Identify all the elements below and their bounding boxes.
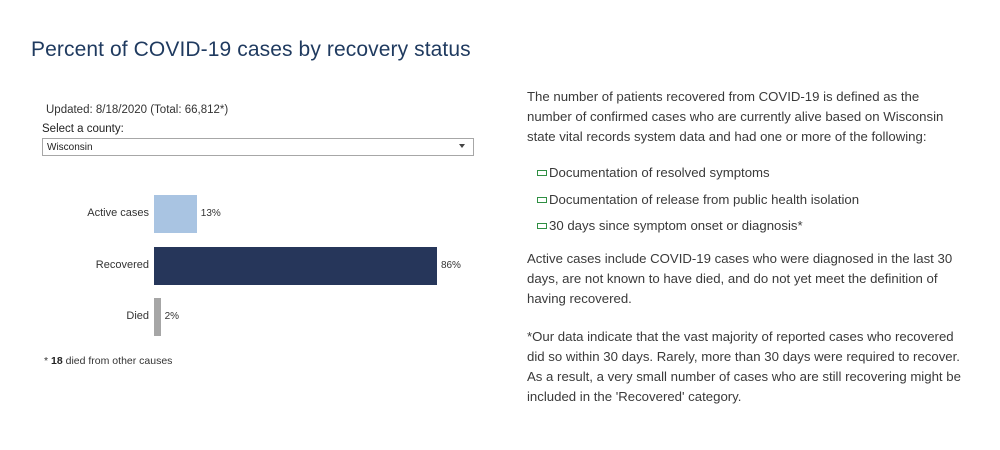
bar-recovered[interactable] <box>154 247 437 285</box>
recovery-status-chart <box>0 180 480 350</box>
bullet-item: Documentation of resolved symptoms <box>549 165 770 180</box>
county-select[interactable] <box>42 138 474 156</box>
bullet-icon <box>537 170 547 176</box>
bar-died[interactable] <box>154 298 161 336</box>
bullet-item: Documentation of release from public health isolation <box>549 192 860 207</box>
active-cases-definition: Active cases include COVID-19 cases who were diagnosed in the last 30 days, are not known to have died, and do not yet meet the definition of having recovered. <box>527 251 953 306</box>
category-label: Recovered <box>95 259 149 271</box>
value-label: 86% <box>440 260 461 271</box>
footnote-count: 18 <box>51 355 63 367</box>
category-label: Died <box>126 310 149 322</box>
bar-active-cases[interactable] <box>154 195 197 233</box>
recovery-note: *Our data indicate that the vast majority of reported cases who recovered did so within 30 days. Rarely, more than 30 days were required to recover. As a result, a very small number of cases who are still recovering might be included in the 'Recovered' category. <box>527 329 961 404</box>
county-select-value: Wisconsin <box>47 142 93 153</box>
category-label: Active cases <box>87 207 149 219</box>
recovered-definition: The number of patients recovered from COVID-19 is defined as the number of confirmed cases who are currently alive based on Wisconsin state vital records system data and had one or more of the following: <box>527 89 944 144</box>
county-select-label: Select a county: <box>42 123 124 135</box>
value-label: 13% <box>200 208 221 219</box>
footnote: * 18 died from other causes <box>44 355 173 367</box>
updated-text: Updated: 8/18/2020 (Total: 66,812*) <box>46 104 229 116</box>
bullet-item: 30 days since symptom onset or diagnosis* <box>549 218 803 233</box>
chevron-down-icon[interactable] <box>459 144 465 148</box>
bullet-icon <box>537 223 547 229</box>
bullet-icon <box>537 197 547 203</box>
page-title: Percent of COVID-19 cases by recovery status <box>31 38 471 61</box>
value-label: 2% <box>164 311 180 322</box>
